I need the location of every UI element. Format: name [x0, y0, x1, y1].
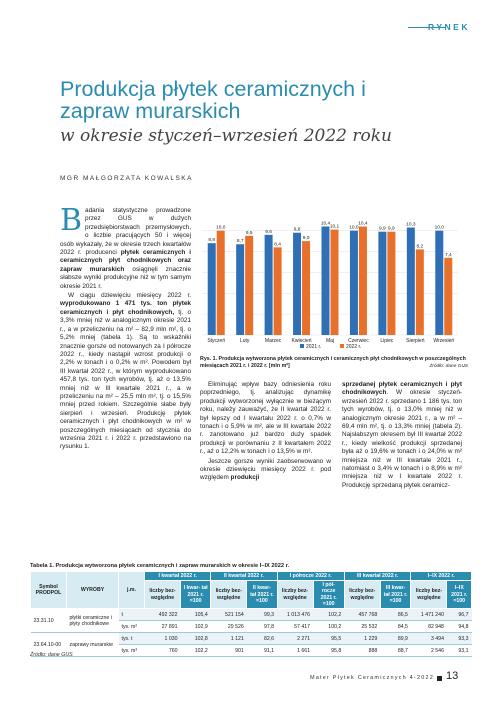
cell-value: 97,8 — [247, 621, 277, 633]
cell-value: 95,5 — [313, 633, 344, 645]
text-run: osiągnęli znacznie słabsze wyniki produkcyjne niż w tym samym okresie 2021 r. — [60, 265, 191, 290]
bar-2021 — [322, 226, 330, 335]
cell-value: 93,3 — [447, 633, 472, 645]
cell-symbol: 23.31.10 — [31, 609, 67, 633]
cell-value: 760 — [145, 645, 181, 657]
data-label: 8,4 — [274, 242, 281, 248]
section-tag: RYNEK — [428, 22, 470, 32]
data-label: 9,6 — [265, 229, 272, 235]
legend-label: 2022 r. — [346, 344, 362, 350]
cell-value: 94,8 — [447, 621, 472, 633]
bar-2021 — [435, 231, 443, 335]
cell-value: 27 891 — [145, 621, 181, 633]
cell-value: 100,2 — [313, 621, 344, 633]
data-label: 8,7 — [236, 239, 244, 245]
article-title: Produkcja płytek ceramicznych i zapraw murarskich — [60, 77, 366, 123]
col-subheader: III kwar- tał 2021 r. =100 — [380, 581, 411, 609]
data-label: 10,0 — [216, 225, 226, 231]
cell-value: 99,3 — [247, 609, 277, 621]
cell-value: 457 768 — [344, 609, 380, 621]
cell-value: 25 532 — [344, 621, 380, 633]
data-label: 9,5 — [245, 230, 253, 236]
cell-value: 1 229 — [344, 633, 380, 645]
cell-value: 102,9 — [181, 621, 211, 633]
text-run: W ciągu dziewięciu miesięcy 2022 r. — [68, 292, 191, 300]
cell-value: 29 526 — [211, 621, 247, 633]
cell-value: 57 417 — [277, 621, 313, 633]
cell-value: 102,2 — [181, 645, 211, 657]
bar-2021 — [378, 232, 386, 335]
text-bold: sprzedanej płytek ceramicznych i płyt chodnikowych — [342, 381, 462, 397]
bar-2022 — [245, 236, 253, 335]
col-subheader: liczby bez- względne — [211, 581, 247, 609]
data-label: 8,8 — [208, 238, 216, 244]
legend-label: 2021 r. — [306, 344, 322, 350]
cell-value: 89,9 — [380, 633, 411, 645]
cell-value: 91,1 — [247, 645, 277, 657]
data-label: 10,4 — [320, 221, 331, 227]
col-group-header: I–IX 2022 r. — [411, 572, 472, 581]
cell-value: 86,5 — [380, 609, 411, 621]
cell-value: 492 322 — [145, 609, 181, 621]
x-tick-label: Kwiecień — [291, 338, 312, 344]
cell-value: 102,8 — [181, 633, 211, 645]
text-run: tj. o 3,3% mniej niż w analogicznym okresie 2021 r., a w przeliczeniu na m² – 82,9 mln m², tj. o 5,2% mniej (tabela 1). Są to wskaźniki znacznie gorsze od notowanych za I półrocze 2022 r., kiedy nastąpił wzrost produkcji o 2,2% w tonach i o 0,2% w m². Powodem był III kwartał 2022 r., w którym wyprodukowano 457,8 tys. ton tych wyrobów, tj. aż o 13,5% mniej niż w III kwartale 2021 r., a w przeliczeniu na m² – 25,5 mln m², tj. o 15,5% mniej przed rokiem. Szczególnie słabe były sierpień i wrzesień. Produkcję płytek ceramicznych i płyt chodnikowych w m² w poszczególnych miesiącach od stycznia do września 2021 r. i 2022 r. przedstawiono na rysunku 1. — [60, 308, 191, 451]
cell-value: 88,7 — [380, 645, 411, 657]
bar-2022 — [274, 247, 282, 335]
col-subheader: liczby bez- względne — [277, 581, 313, 609]
bar-2021 — [236, 244, 244, 335]
table-source: Źródło: dane GUS — [30, 652, 73, 658]
data-label: 9,0 — [302, 236, 310, 242]
data-table — [30, 571, 472, 657]
x-tick-label: Styczeń — [207, 338, 226, 344]
bar-2022 — [359, 226, 367, 335]
footer-marker — [437, 676, 442, 681]
cell-value: 1 471 240 — [411, 609, 447, 621]
cell-value: 82 948 — [411, 621, 447, 633]
data-label: 8,2 — [416, 244, 424, 250]
col-header-wyroby: WYROBY — [67, 572, 119, 609]
cell-value: 1 121 — [211, 633, 247, 645]
x-tick-label: Lipiec — [380, 338, 394, 344]
col-header-symbol: Symbol PRODPOL — [31, 572, 67, 609]
col-group-header: I kwartał 2022 r. — [145, 572, 211, 581]
col-subheader: liczby bez- względne — [145, 581, 181, 609]
text-bold: produkcji — [230, 474, 260, 482]
paragraph — [60, 203, 191, 291]
bar-2021 — [293, 233, 301, 335]
cell-value: 2 546 — [411, 645, 447, 657]
col-group-header: I półrocze 2022 r. — [277, 572, 344, 581]
bar-2022 — [331, 230, 339, 335]
text-run: adania statystyczne prowadzone przez GUS w dużych przedsiębiorstwach przemysłowych, o liczbie pracujących 50 i więcej osób wykazały, że w okresie trzech kwartałów 2022 r. producenci — [60, 207, 191, 257]
data-label: 9,8 — [293, 227, 301, 233]
page-number: 13 — [446, 670, 459, 682]
col-subheader: I pół- rocze 2021 r. =100 — [313, 581, 344, 609]
cell-value: 3 494 — [411, 633, 447, 645]
data-label: 9,9 — [379, 226, 386, 232]
cell-value: 102,2 — [313, 609, 344, 621]
x-tick-label: Luty — [239, 338, 250, 344]
x-tick-label: Sierpień — [406, 338, 425, 344]
article-author: MGR MAŁGORZATA KOWALSKA — [60, 175, 193, 182]
x-tick-label: Marzec — [264, 338, 282, 344]
data-label: 10,4 — [358, 221, 368, 227]
bar-2021 — [208, 243, 216, 335]
col-header-jm: j.m. — [119, 572, 145, 609]
cell-jm: t — [119, 609, 145, 621]
paragraph: Eliminując wpływ bazy odniesienia roku poprzedniego, tj. analizując dynamikę produkcji wytworzonej wyłącznie w bieżącym roku, należy zauważyć, że II kwartał 2022 r. był lepszy od I kwartału 2022 r. o 0,7% w tonach i o 5,9% w m², ale w III kwartale 2022 r. zanotowano już bardzo duży spadek produkcji w porównaniu z II kwartałem 2022 r., aż o 12,2% w tonach i o 13,5% w m². — [200, 381, 331, 456]
col-subheader: liczby bez- względne — [344, 581, 380, 609]
cell-value: 888 — [344, 645, 380, 657]
cell-wyroby: płytki ceramiczne i płyty chodnikowe — [67, 609, 119, 633]
cell-wyroby: zaprawy murarskie — [67, 633, 119, 657]
text-bold: wyprodukowano 1 471 tys. ton płytek ceramicznych i płyt chodnikowych, — [60, 300, 191, 316]
legend-swatch — [340, 344, 344, 348]
text-run: . W okresie styczeń-wrzesień 2022 r. sprzedano 1 186 tys. ton tych wyrobów, tj. o 13,0% mniej niż w analogicznym okresie 2021 r., a w m² – 69,4 mln m², tj. o 13,3% mniej (tabela 2). Najsłabszym okresem był III kwartał 2022 r., kiedy wielkość produkcji sprzedanej była aż o 19,6% w tonach i o 24,0% w m² mniejsza niż w III kwartale 2021 r., natomiast o 3,4% w tonach i o 8,9% w m² mniejsza niż w I kwartale 2022 r. Produkcję sprzedaną płytek ceramicz- — [342, 389, 462, 489]
cell-value: 84,5 — [380, 621, 411, 633]
x-tick-label: Maj — [325, 338, 335, 344]
data-label: 10,3 — [406, 222, 416, 228]
paragraph — [200, 458, 331, 483]
col-group-header: II kwartał 2022 r. — [211, 572, 277, 581]
bar-2021 — [265, 235, 273, 335]
caption-text: Rys. 1. Produkcja wytworzona płytek ceramicznych i ceramicznych płyt chodnikowych w poszczególnych miesiącach 2021 r. i 2022 r. [mln m²] — [200, 356, 466, 369]
bar-2022 — [416, 249, 424, 335]
footer-magazine: Mater Płytek Ceramicznych 4-2022 — [310, 675, 434, 681]
data-label: 9,9 — [388, 226, 395, 232]
cell-value: 96,7 — [447, 609, 472, 621]
text-bold: płytek ceramicznych i ceramicznych płyt chodnikowych oraz zapraw murarskich — [60, 249, 191, 273]
table-row — [31, 609, 472, 621]
col-subheader: I–IX 2021 r. =100 — [447, 581, 472, 609]
cell-jm: tys. t — [119, 633, 145, 645]
cell-value: 901 — [211, 645, 247, 657]
data-label: 10,0 — [434, 225, 444, 231]
x-tick-label: Czerwiec — [348, 338, 369, 344]
text-column-1 — [60, 203, 191, 453]
cell-value: 521 154 — [211, 609, 247, 621]
table-row — [31, 633, 472, 645]
bar-2022 — [217, 231, 225, 335]
cell-symbol: 23.64.10-00 — [31, 633, 67, 657]
bar-2022 — [302, 241, 310, 335]
col-subheader: liczby bez- względne — [411, 581, 447, 609]
drop-cap: B — [60, 203, 83, 238]
legend-swatch — [300, 344, 304, 348]
bar-chart — [200, 207, 462, 357]
article-subtitle: w okresie styczeń–wrzesień 2022 roku — [60, 126, 392, 146]
cell-value: 1 013 476 — [277, 609, 313, 621]
paragraph — [60, 292, 191, 452]
bar-2021 — [350, 231, 358, 335]
cell-value: 93,1 — [447, 645, 472, 657]
bar-2021 — [407, 228, 415, 335]
table-title: Tabela 1. Produkcja wytworzona płytek ceramicznych i zapraw murarskich w okresie I–IX 2022 r. — [30, 563, 290, 569]
data-label: 7,4 — [444, 252, 452, 258]
text-column-2 — [200, 381, 331, 484]
chart-svg — [200, 207, 462, 357]
bar-2022 — [444, 258, 452, 335]
figure-caption — [200, 356, 468, 370]
col-subheader: I kwar- tał 2021 r. =100 — [181, 581, 211, 609]
x-tick-label: Wrzesień — [433, 338, 455, 344]
cell-value: 105,4 — [181, 609, 211, 621]
bar-2022 — [387, 232, 395, 335]
cell-jm: tys. m³ — [119, 645, 145, 657]
col-group-header: III kwartał 2022 r. — [344, 572, 411, 581]
cell-value: 1 030 — [145, 633, 181, 645]
cell-value: 82,6 — [247, 633, 277, 645]
paragraph — [342, 381, 462, 490]
cell-jm: tys. m² — [119, 621, 145, 633]
data-label: 10,0 — [349, 225, 359, 231]
cell-value: 1 661 — [277, 645, 313, 657]
text-run: Jeszcze gorsze wyniki zaobserwowano w okresie dziewięciu miesięcy 2022 r. pod względem — [200, 457, 331, 482]
figure-source: Źródło: dane GUS — [429, 364, 468, 369]
cell-value: 2 271 — [277, 633, 313, 645]
cell-value: 95,8 — [313, 645, 344, 657]
col-subheader: II kwar- tał 2021 r. =100 — [247, 581, 277, 609]
text-column-3 — [342, 381, 462, 491]
data-label: 10,1 — [329, 224, 340, 230]
